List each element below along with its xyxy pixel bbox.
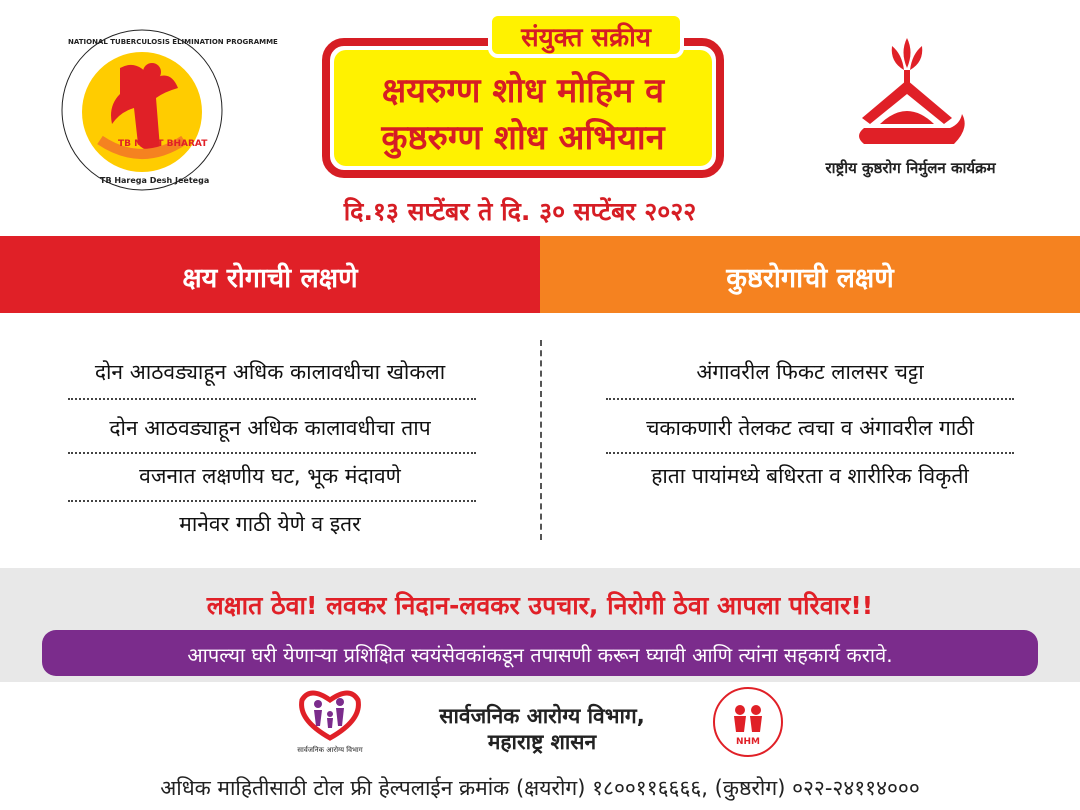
ntep-logo bbox=[60, 28, 278, 193]
list-item: चकाकणारी तेलकट त्वचा व अंगावरील गाठी bbox=[646, 416, 974, 440]
divider bbox=[606, 452, 1014, 454]
title-line-2: कुष्ठरुग्ण शोध अभियान bbox=[381, 118, 665, 158]
column-divider bbox=[540, 340, 542, 540]
divider bbox=[68, 452, 476, 454]
nhm-logo-text: NHM bbox=[735, 737, 761, 747]
slogan: लक्षात ठेवा! लवकर निदान-लवकर उपचार, निरोगी ठेवा आपला परिवार!! bbox=[206, 591, 874, 620]
nlep-name: राष्ट्रीय कुष्ठरोग निर्मुलन कार्यक्रम bbox=[825, 159, 996, 177]
list-item: हाता पायांमध्ये बधिरता व शारीरिक विकृती bbox=[651, 464, 969, 488]
divider bbox=[606, 398, 1014, 400]
nhm-logo bbox=[712, 686, 784, 758]
divider bbox=[68, 500, 476, 502]
date-range: दि.१३ सप्टेंबर ते दि. ३० सप्टेंबर २०२२ bbox=[343, 197, 697, 226]
government-name: महाराष्ट्र शासन bbox=[487, 730, 597, 754]
divider bbox=[68, 398, 476, 400]
public-health-dept-logo bbox=[280, 680, 380, 758]
nlep-logo bbox=[842, 28, 972, 158]
tb-heading: क्षय रोगाची लक्षणे bbox=[182, 263, 358, 294]
list-item: मानेवर गाठी येणे व इतर bbox=[179, 512, 361, 536]
list-item: अंगावरील फिकट लालसर चट्टा bbox=[696, 360, 924, 384]
list-item: वजनात लक्षणीय घट, भूक मंदावणे bbox=[139, 464, 401, 488]
list-item: दोन आठवड्याहून अधिक कालावधीचा खोकला bbox=[94, 360, 446, 384]
department-name: सार्वजनिक आरोग्य विभाग, bbox=[439, 704, 645, 728]
leprosy-heading: कुष्ठरोगाची लक्षणे bbox=[726, 263, 894, 294]
ntep-badge-text: TB MUKT BHARAT bbox=[118, 139, 208, 149]
helpline: अधिक माहितीसाठी टोल फ्री हेल्पलाईन क्रमांक (क्षयरोग) १८००११६६६६, (कुष्ठरोग) ०२२-२४११४००० bbox=[160, 776, 920, 800]
title-tag-text: संयुक्त सक्रीय bbox=[521, 23, 651, 53]
title-line-1: क्षयरुग्ण शोध मोहिम व bbox=[381, 71, 665, 111]
appeal-text: आपल्या घरी येणाऱ्या प्रशिक्षित स्वयंसेवकांकडून तपासणी करून घ्यावी आणि त्यांना सहकार्य करावे. bbox=[187, 643, 893, 667]
ntep-ring-text: NATIONAL TUBERCULOSIS ELIMINATION PROGRAMME bbox=[68, 38, 278, 46]
pha-logo-caption: सार्वजनिक आरोग्य विभाग bbox=[297, 746, 363, 754]
list-item: दोन आठवड्याहून अधिक कालावधीचा ताप bbox=[109, 416, 431, 440]
ntep-motto: TB Harega Desh Jeetega bbox=[100, 176, 210, 185]
